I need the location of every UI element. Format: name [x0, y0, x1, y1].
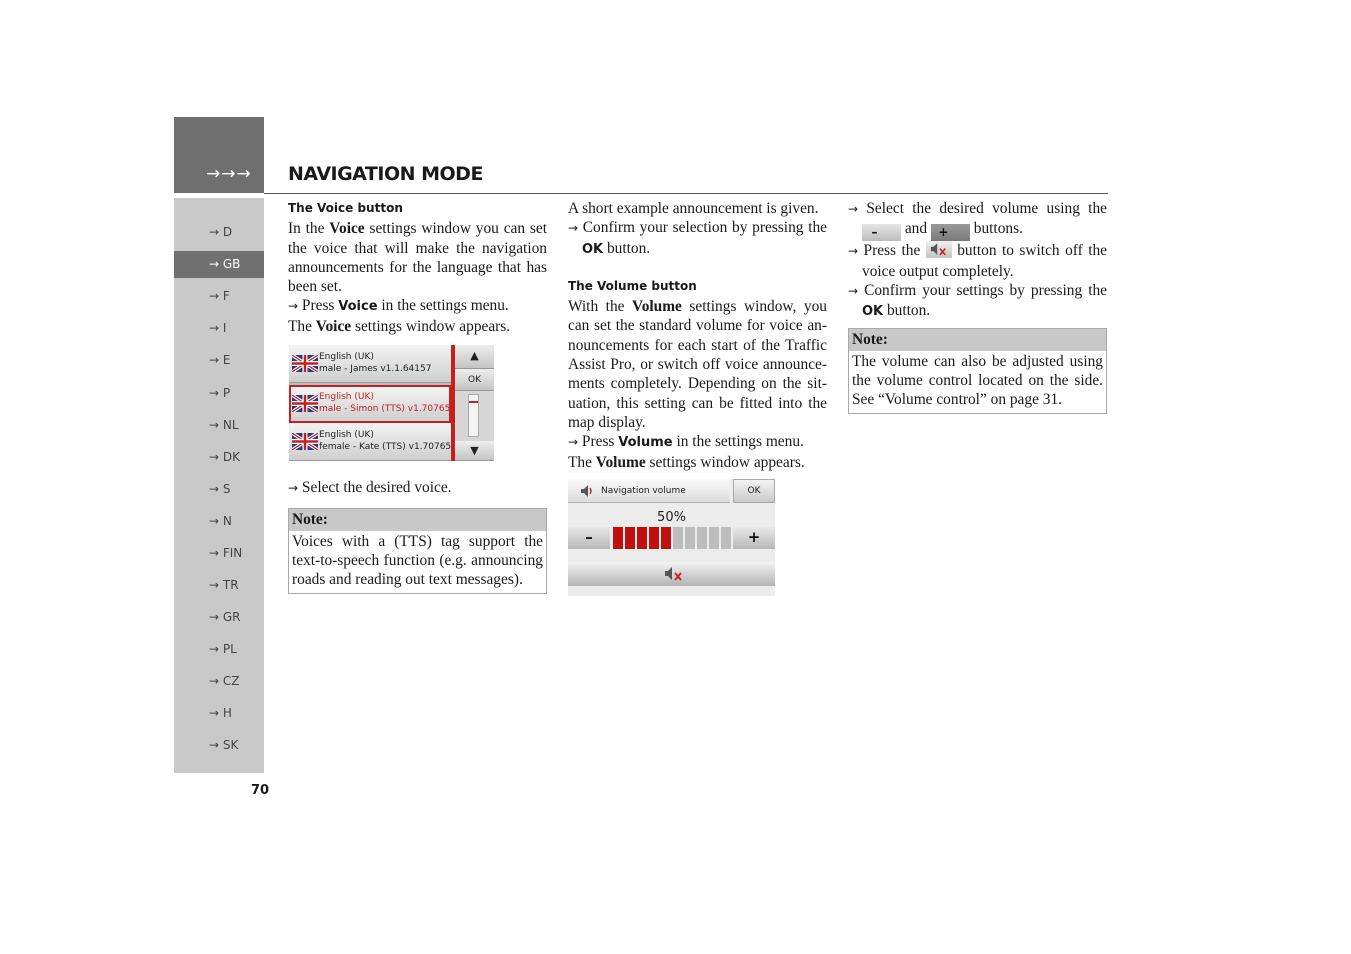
- voice-option-language: English (UK): [319, 392, 374, 402]
- volume-ok-button[interactable]: OK: [733, 479, 775, 503]
- volume-note-heading: Note:: [849, 329, 1106, 350]
- language-sidebar: [174, 198, 264, 773]
- uk-flag-icon: [292, 433, 318, 450]
- header-divider: [264, 193, 1108, 194]
- voice-option-language: English (UK): [319, 352, 374, 362]
- scroll-up-button[interactable]: ▲: [455, 345, 494, 369]
- volume-title: Navigation volume: [601, 486, 686, 496]
- sidebar-item-s[interactable]: → S: [209, 482, 231, 496]
- sidebar-item-n[interactable]: → N: [209, 514, 232, 528]
- sidebar-item-i[interactable]: → I: [209, 321, 227, 335]
- sidebar-item-e[interactable]: → E: [209, 353, 231, 367]
- sidebar-item-gr[interactable]: → GR: [209, 610, 241, 624]
- voice-scroll-panel: [455, 345, 494, 461]
- voice-window-appears: The Voice settings window appears.: [288, 317, 511, 335]
- volume-down-button[interactable]: –: [568, 527, 610, 549]
- sidebar-item-tr[interactable]: → TR: [209, 578, 239, 592]
- voice-note-body: Voices with a (TTS) tag support the text-to-speech function (e.g. announcing roads and reading out text messages).: [292, 532, 543, 589]
- volume-step-press: → Press Volume in the settings menu.: [568, 433, 804, 451]
- column-volume: [568, 199, 827, 472]
- volume-note-body: The volume can also be adjusted using the volume control located on the side. See “Volume control” on page 31.: [852, 352, 1103, 409]
- volume-segment: [721, 527, 731, 549]
- volume-step-mute: → Press the button to switch off the voice output completely.: [848, 242, 1107, 280]
- volume-segment: [697, 527, 707, 549]
- volume-step-confirm: → Confirm your settings by pressing the OK button.: [848, 281, 1107, 320]
- header-arrows: →→→: [206, 164, 252, 184]
- voice-option-simon[interactable]: [289, 385, 451, 423]
- voice-heading: The Voice button: [288, 201, 403, 215]
- volume-segment: [685, 527, 695, 549]
- sidebar-item-f[interactable]: → F: [209, 289, 230, 303]
- sidebar-item-sk[interactable]: → SK: [209, 738, 239, 752]
- voice-option-kate[interactable]: [289, 423, 451, 461]
- volume-segment: [709, 527, 719, 549]
- volume-intro: With the Volume settings window, you can set the standard volume for voice announcements for each start of the Traffic Assist Pro, or switch off voice announcements completely. Depending on the situation, this setting can be fitted into the map display.: [568, 298, 827, 431]
- sidebar-item-pl[interactable]: → PL: [209, 642, 237, 656]
- voice-settings-window: [289, 345, 494, 461]
- scroll-down-button[interactable]: ▼: [455, 441, 494, 461]
- voice-ok-button[interactable]: OK: [455, 369, 494, 391]
- voice-option-james[interactable]: [289, 345, 451, 383]
- voice-step-confirm: → Confirm your selection by pressing the OK button.: [568, 219, 827, 257]
- sidebar-item-h[interactable]: → H: [209, 706, 232, 720]
- scrollbar-thumb[interactable]: [469, 401, 478, 403]
- sidebar-item-gb[interactable]: → GB: [174, 251, 264, 278]
- volume-segment: [649, 527, 659, 549]
- voice-scrollbar[interactable]: [468, 394, 479, 437]
- volume-percent: 50%: [657, 510, 686, 525]
- page-title: NAVIGATION MODE: [288, 163, 483, 185]
- voice-option-name: female - Kate (TTS) v1.70765: [319, 442, 452, 452]
- voice-note-heading: Note:: [289, 509, 546, 530]
- mute-button[interactable]: [568, 562, 775, 586]
- voice-intro: In the Voice settings window you can set the voice that will make the navigation announcements for the language that has been set.: [288, 220, 547, 296]
- speaker-icon: [580, 484, 596, 498]
- page-number: 70: [251, 783, 270, 798]
- volume-settings-window: [568, 479, 775, 596]
- volume-segment: [661, 527, 671, 549]
- volume-window-appears: The Volume settings window appears.: [568, 453, 805, 471]
- uk-flag-icon: [292, 395, 318, 412]
- volume-segment: [637, 527, 647, 549]
- voice-option-name: male - James v1.1.64157: [319, 364, 432, 374]
- volume-note: [848, 328, 1107, 413]
- example-announcement-text: A short example announcement is given.: [568, 200, 819, 217]
- volume-segment: [673, 527, 683, 549]
- sidebar-item-p[interactable]: → P: [209, 386, 231, 400]
- uk-flag-icon: [292, 355, 318, 372]
- volume-segment: [625, 527, 635, 549]
- sidebar-item-fin[interactable]: → FIN: [209, 546, 243, 560]
- voice-option-language: English (UK): [319, 430, 374, 440]
- minus-button-illustration: –: [862, 224, 901, 241]
- volume-up-button[interactable]: +: [733, 527, 775, 549]
- sidebar-item-d[interactable]: → D: [209, 225, 233, 239]
- sidebar-item-cz[interactable]: → CZ: [209, 674, 240, 688]
- spacer: [568, 259, 827, 277]
- sidebar-item-nl[interactable]: → NL: [209, 418, 239, 432]
- mute-speaker-icon: [664, 566, 684, 582]
- volume-heading: The Volume button: [568, 278, 697, 293]
- voice-note: [288, 508, 547, 593]
- mute-button-illustration: [926, 241, 952, 258]
- column-volume-steps: [848, 199, 1107, 414]
- sidebar-item-dk[interactable]: → DK: [209, 450, 240, 464]
- volume-step-select: → Select the desired volume using the – and + buttons.: [848, 200, 1107, 240]
- mute-speaker-icon: [930, 242, 948, 257]
- volume-segment: [613, 527, 623, 549]
- volume-title-bar: [568, 479, 730, 503]
- voice-step-select: → Select the desired voice.: [288, 479, 452, 497]
- voice-step-press: → Press Voice in the settings menu.: [288, 297, 509, 315]
- plus-button-illustration: +: [931, 224, 970, 241]
- voice-option-name: male - Simon (TTS) v1.70765: [319, 404, 451, 414]
